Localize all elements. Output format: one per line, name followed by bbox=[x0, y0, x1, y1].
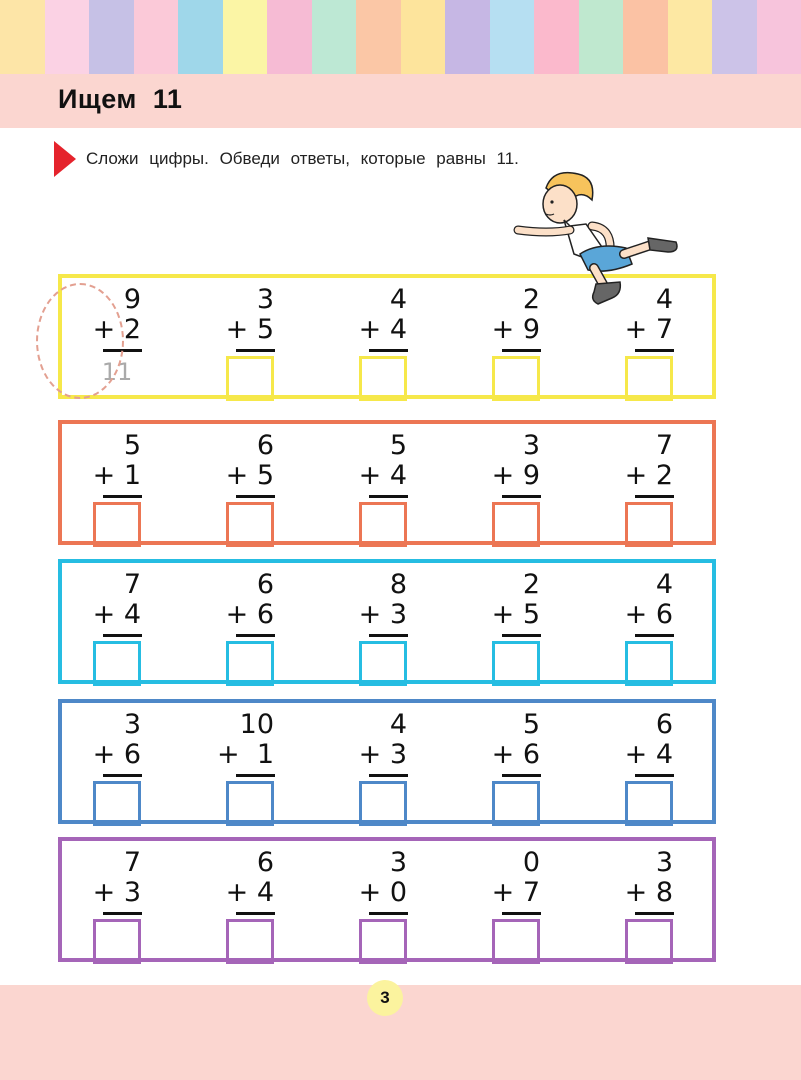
second-addend: + 2 bbox=[92, 314, 141, 345]
second-addend: + 4 bbox=[358, 460, 407, 491]
exercise-row bbox=[58, 559, 716, 684]
second-addend: + 6 bbox=[624, 599, 673, 630]
instruction-text: Сложи цифры. Обведи ответы, которые равны 11. bbox=[86, 149, 519, 168]
second-addend: + 5 bbox=[225, 314, 274, 345]
second-addend: + 5 bbox=[225, 460, 274, 491]
first-addend: 4 bbox=[655, 284, 673, 315]
first-addend: 10 bbox=[239, 709, 274, 740]
first-addend: 0 bbox=[522, 847, 540, 878]
second-addend: + 3 bbox=[358, 599, 407, 630]
first-addend: 2 bbox=[522, 284, 540, 315]
first-addend: 2 bbox=[522, 569, 540, 600]
exercise-row bbox=[58, 420, 716, 545]
header-stripe bbox=[89, 0, 134, 74]
second-addend: + 8 bbox=[624, 877, 673, 908]
second-addend: + 9 bbox=[491, 314, 540, 345]
header-stripe bbox=[623, 0, 668, 74]
second-addend: + 9 bbox=[491, 460, 540, 491]
header-stripe bbox=[267, 0, 312, 74]
header-stripe bbox=[445, 0, 490, 74]
second-addend: + 6 bbox=[225, 599, 274, 630]
second-addend: + 2 bbox=[624, 460, 673, 491]
second-addend: + 1 bbox=[92, 460, 141, 491]
header-stripe bbox=[223, 0, 268, 74]
second-addend: + 1 bbox=[217, 739, 274, 770]
exercise-row bbox=[58, 699, 716, 824]
first-addend: 6 bbox=[655, 709, 673, 740]
first-addend: 3 bbox=[389, 847, 407, 878]
second-addend: + 5 bbox=[491, 599, 540, 630]
second-addend: + 7 bbox=[491, 877, 540, 908]
second-addend: + 4 bbox=[624, 739, 673, 770]
red-arrow-icon bbox=[54, 141, 76, 177]
header-stripe bbox=[356, 0, 401, 74]
first-addend: 4 bbox=[655, 569, 673, 600]
first-addend: 7 bbox=[123, 569, 141, 600]
header-stripe bbox=[401, 0, 446, 74]
header-stripe bbox=[45, 0, 90, 74]
header-stripe bbox=[312, 0, 357, 74]
header-stripe bbox=[668, 0, 713, 74]
second-addend: + 4 bbox=[92, 599, 141, 630]
second-addend: + 7 bbox=[624, 314, 673, 345]
page-title: Ищем 11 bbox=[58, 84, 183, 114]
header-stripe bbox=[178, 0, 223, 74]
instruction bbox=[54, 140, 519, 178]
first-addend: 5 bbox=[123, 430, 141, 461]
second-addend: + 4 bbox=[358, 314, 407, 345]
first-addend: 9 bbox=[123, 284, 141, 315]
header-stripe bbox=[579, 0, 624, 74]
second-addend: + 3 bbox=[358, 739, 407, 770]
first-addend: 7 bbox=[655, 430, 673, 461]
header-stripe bbox=[134, 0, 179, 74]
second-addend: + 6 bbox=[92, 739, 141, 770]
first-addend: 3 bbox=[522, 430, 540, 461]
page-number-text: 3 bbox=[380, 988, 390, 1007]
first-addend: 5 bbox=[522, 709, 540, 740]
first-addend: 8 bbox=[389, 569, 407, 600]
header-stripe bbox=[490, 0, 535, 74]
first-addend: 3 bbox=[655, 847, 673, 878]
page-number bbox=[367, 980, 403, 1016]
second-addend: + 6 bbox=[491, 739, 540, 770]
running-boy-illustration bbox=[508, 168, 690, 318]
header-stripe bbox=[0, 0, 45, 74]
first-addend: 6 bbox=[256, 847, 274, 878]
first-addend: 3 bbox=[123, 709, 141, 740]
first-addend: 4 bbox=[389, 284, 407, 315]
first-addend: 7 bbox=[123, 847, 141, 878]
header-stripe bbox=[712, 0, 757, 74]
first-addend: 5 bbox=[389, 430, 407, 461]
first-addend: 4 bbox=[389, 709, 407, 740]
example-circle bbox=[36, 283, 124, 399]
first-addend: 6 bbox=[256, 569, 274, 600]
header-stripe bbox=[534, 0, 579, 74]
sample-answer: 11 bbox=[101, 358, 133, 386]
header-stripes bbox=[0, 0, 801, 74]
header-stripe bbox=[757, 0, 801, 74]
second-addend: + 4 bbox=[225, 877, 274, 908]
second-addend: + 3 bbox=[92, 877, 141, 908]
second-addend: + 0 bbox=[358, 877, 407, 908]
first-addend: 3 bbox=[256, 284, 274, 315]
first-addend: 6 bbox=[256, 430, 274, 461]
exercise-row bbox=[58, 837, 716, 962]
